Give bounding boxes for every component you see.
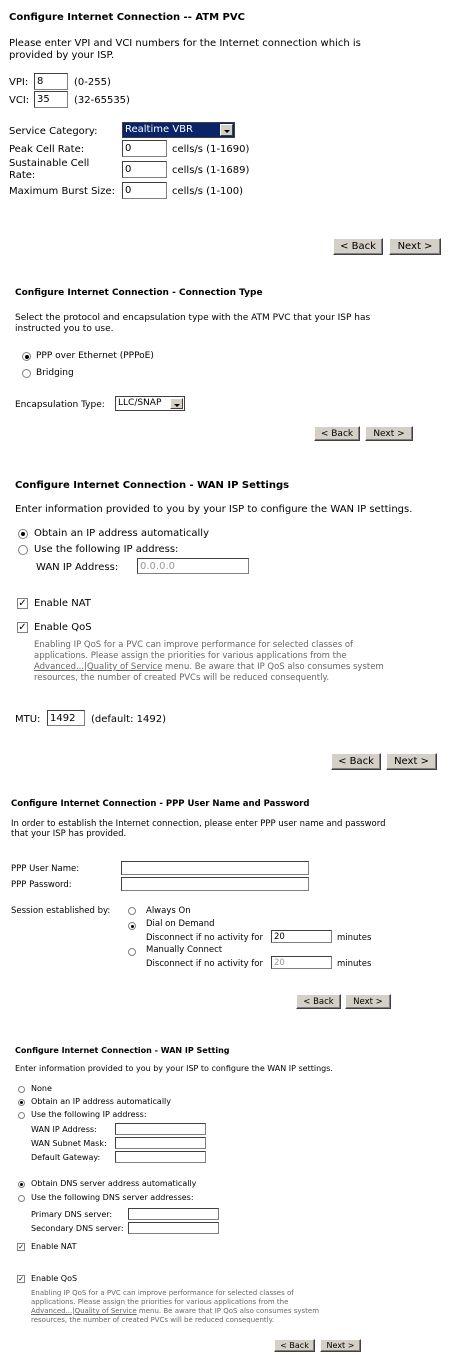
back-button[interactable]: < Back — [274, 1339, 315, 1352]
ppp-credentials-description: In order to establish the Internet connection, please enter PPP user name and password — [11, 819, 386, 829]
wan-ip-address-input[interactable] — [115, 1123, 206, 1135]
sustainable-cell-rate-unit: cells/s (1-1689) — [172, 165, 250, 176]
manually-connect-radio[interactable] — [128, 948, 136, 956]
next-button[interactable]: Next > — [320, 1339, 361, 1352]
mtu-label: MTU: — [15, 714, 41, 725]
mtu-input[interactable] — [47, 710, 85, 726]
use-following-ip-label: Use the following IP address: — [31, 1110, 147, 1119]
chevron-down-icon[interactable] — [220, 124, 233, 136]
manual-idle-timeout-input[interactable] — [271, 956, 332, 969]
qos-description-text: menu. Be aware that IP QoS also consumes system — [162, 662, 384, 672]
enable-nat-checkbox[interactable]: ✓ — [18, 1243, 24, 1251]
wan-ip-settings-title: Configure Internet Connection - WAN IP Settings — [15, 480, 290, 491]
max-burst-size-label: Maximum Burst Size: — [9, 186, 115, 197]
qos-description-4: resources, the number of created PVCs will be reduced consequently. — [34, 673, 330, 683]
max-burst-size-unit: cells/s (1-100) — [172, 186, 244, 197]
none-radio[interactable] — [18, 1086, 25, 1093]
vpi-range: (0-255) — [74, 77, 111, 88]
encapsulation-type-label: Encapsulation Type: — [15, 400, 105, 410]
vpi-input[interactable] — [34, 73, 68, 90]
back-button[interactable]: < Back — [333, 238, 383, 255]
quality-of-service-link[interactable]: Advanced...|Quality of Service — [31, 1307, 137, 1315]
encapsulation-type-value: LLC/SNAP — [118, 398, 162, 408]
default-gateway-input[interactable] — [115, 1151, 206, 1163]
next-button[interactable]: Next > — [345, 994, 391, 1009]
encapsulation-type-select[interactable] — [115, 396, 185, 411]
wan-ip-settings-description: Enter information provided to you by your ISP to configure the WAN IP settings. — [15, 504, 413, 515]
vpi-label: VPI: — [9, 77, 29, 88]
always-on-radio[interactable] — [128, 907, 136, 915]
pppoe-label: PPP over Ethernet (PPPoE) — [36, 351, 154, 361]
connection-type-description: Select the protocol and encapsulation type with the ATM PVC that your ISP has — [15, 313, 371, 323]
back-button[interactable]: < Back — [314, 426, 360, 441]
demand-disconnect-label: Disconnect if no activity for — [146, 933, 263, 943]
ppp-username-input[interactable] — [121, 861, 309, 875]
peak-cell-rate-label: Peak Cell Rate: — [9, 144, 85, 155]
obtain-dns-auto-label: Obtain DNS server address automatically — [31, 1179, 197, 1188]
manually-connect-label: Manually Connect — [146, 945, 223, 955]
qos-description-2: applications. Please assign the priorities for various applications from the — [31, 1298, 289, 1306]
ppp-username-label: PPP User Name: — [11, 864, 80, 874]
atm-pvc-description-2: provided by your ISP. — [9, 50, 115, 61]
atm-pvc-description: Please enter VPI and VCI numbers for the Internet connection which is — [9, 38, 361, 49]
ppp-password-label: PPP Password: — [11, 880, 72, 890]
use-following-ip-radio[interactable] — [18, 1112, 25, 1119]
use-following-dns-label: Use the following DNS server addresses: — [31, 1193, 194, 1202]
service-category-select[interactable] — [122, 122, 235, 138]
enable-nat-label: Enable NAT — [31, 1242, 77, 1251]
service-category-label: Service Category: — [9, 126, 98, 137]
enable-qos-label: Enable QoS — [31, 1274, 78, 1283]
wan-ip-address-label: WAN IP Address: — [36, 562, 119, 573]
quality-of-service-link[interactable]: Advanced...|Quality of Service — [34, 662, 163, 672]
session-established-label: Session established by: — [11, 906, 111, 916]
back-button[interactable]: < Back — [331, 753, 381, 770]
always-on-label: Always On — [146, 906, 191, 916]
use-following-ip-label: Use the following IP address: — [34, 544, 179, 555]
obtain-dns-auto-radio[interactable] — [18, 1181, 25, 1188]
next-button[interactable]: Next > — [386, 753, 437, 770]
secondary-dns-label: Secondary DNS server: — [31, 1224, 124, 1233]
demand-idle-timeout-input[interactable] — [271, 930, 332, 943]
none-label: None — [31, 1084, 52, 1093]
qos-description-3 — [34, 662, 384, 672]
enable-qos-checkbox[interactable]: ✓ — [18, 622, 27, 633]
dial-on-demand-radio[interactable] — [128, 922, 136, 930]
qos-description-text: menu. Be aware that IP QoS also consumes system — [136, 1307, 320, 1315]
qos-description-3 — [31, 1307, 319, 1315]
chevron-down-icon[interactable] — [170, 398, 183, 409]
bridging-label: Bridging — [36, 368, 74, 378]
use-following-dns-radio[interactable] — [18, 1195, 25, 1202]
sustainable-cell-rate-label: Sustainable Cell — [9, 158, 90, 169]
wan-ip-address-input[interactable] — [137, 558, 249, 574]
pppoe-radio[interactable] — [22, 352, 31, 361]
qos-description: Enabling IP QoS for a PVC can improve performance for selected classes of — [34, 640, 354, 650]
enable-nat-label: Enable NAT — [34, 598, 91, 609]
wan-subnet-mask-label: WAN Subnet Mask: — [31, 1139, 107, 1148]
bridging-radio[interactable] — [22, 369, 31, 378]
atm-pvc-title: Configure Internet Connection -- ATM PVC — [9, 12, 245, 23]
connection-type-title: Configure Internet Connection - Connection Type — [15, 288, 263, 298]
demand-minutes-label: minutes — [337, 933, 372, 943]
wan-ip-setting-description: Enter information provided to you by your ISP to configure the WAN IP settings. — [15, 1064, 333, 1073]
qos-description: Enabling IP QoS for a PVC can improve performance for selected classes of — [31, 1289, 294, 1297]
use-following-ip-radio[interactable] — [18, 545, 28, 555]
primary-dns-label: Primary DNS server: — [31, 1210, 113, 1219]
default-gateway-label: Default Gateway: — [31, 1153, 101, 1162]
max-burst-size-input[interactable] — [122, 182, 167, 199]
vci-range: (32-65535) — [74, 95, 130, 106]
vci-label: VCI: — [9, 95, 30, 106]
qos-description-2: applications. Please assign the priorities for various applications from the — [34, 651, 347, 661]
ppp-credentials-description-2: that your ISP has provided. — [11, 829, 127, 839]
sustainable-cell-rate-input[interactable] — [122, 161, 167, 178]
manual-disconnect-label: Disconnect if no activity for — [146, 959, 263, 969]
obtain-ip-auto-label: Obtain an IP address automatically — [31, 1097, 172, 1106]
ppp-credentials-title: Configure Internet Connection - PPP User Name and Password — [11, 799, 310, 809]
secondary-dns-input[interactable] — [128, 1222, 219, 1234]
wan-subnet-mask-input[interactable] — [115, 1137, 206, 1149]
next-button[interactable]: Next > — [365, 426, 413, 441]
ppp-password-input[interactable] — [121, 877, 309, 891]
dial-on-demand-label: Dial on Demand — [146, 919, 215, 929]
service-category-value: Realtime VBR — [125, 124, 193, 135]
manual-minutes-label: minutes — [337, 959, 372, 969]
obtain-ip-auto-radio[interactable] — [18, 1099, 25, 1106]
obtain-ip-auto-radio[interactable] — [18, 529, 28, 539]
enable-qos-checkbox[interactable]: ✓ — [18, 1275, 24, 1283]
wan-ip-setting-title: Configure Internet Connection - WAN IP Setting — [15, 1046, 230, 1055]
sustainable-cell-rate-label-2: Rate: — [9, 170, 36, 181]
wan-ip-address-label: WAN IP Address: — [31, 1125, 97, 1134]
enable-qos-label: Enable QoS — [34, 622, 92, 633]
obtain-ip-auto-label: Obtain an IP address automatically — [34, 528, 210, 539]
next-button[interactable]: Next > — [389, 238, 441, 255]
primary-dns-input[interactable] — [128, 1208, 219, 1220]
peak-cell-rate-input[interactable] — [122, 140, 167, 157]
qos-description-4: resources, the number of created PVCs will be reduced consequently. — [31, 1316, 274, 1324]
vci-input[interactable] — [34, 91, 68, 108]
mtu-default: (default: 1492) — [91, 714, 166, 725]
back-button[interactable]: < Back — [296, 994, 341, 1009]
connection-type-description-2: instructed you to use. — [15, 324, 114, 334]
peak-cell-rate-unit: cells/s (1-1690) — [172, 144, 250, 155]
enable-nat-checkbox[interactable]: ✓ — [18, 598, 27, 609]
